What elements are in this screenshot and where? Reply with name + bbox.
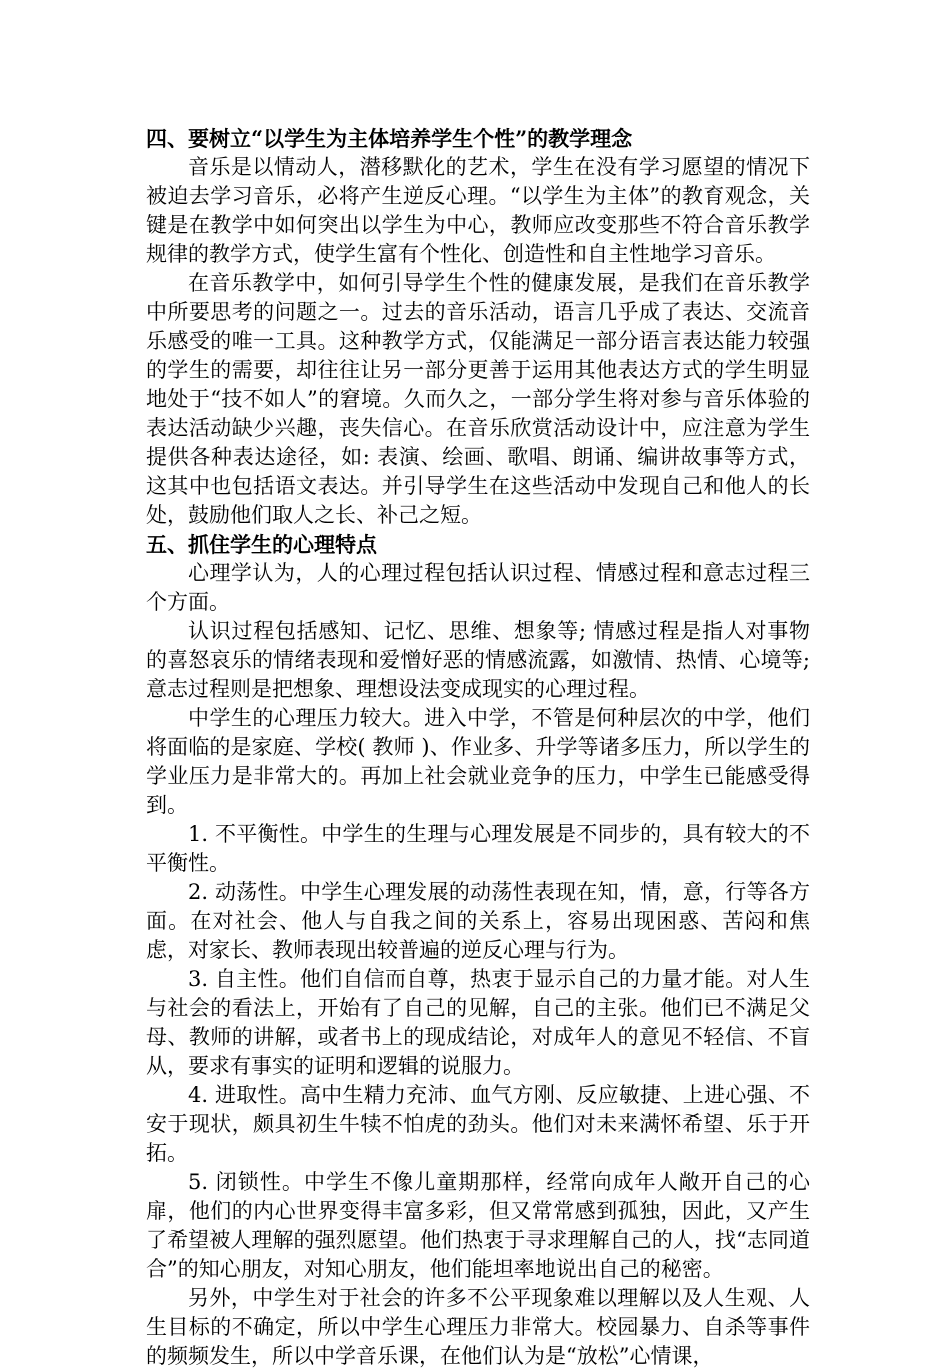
section-5-paragraph-closing: 另外，中学生对于社会的许多不公平现象难以理解以及人生观、人生目标的不确定，所以中学生心理压力非常大。校园暴力、自杀等事件的频频发生，所以中学音乐课，在他们认为是“放松”心情课， [146,1286,810,1368]
section-4-heading: 四、要树立“以学生为主体培养学生个性”的教学理念 [146,126,633,151]
section-5-paragraph-2: 认识过程包括感知、记忆、思维、想象等; 情感过程是指人对事物的喜怒哀乐的情绪表现和爱憎好恶的情感流露，如激情、热情、心境等; 意志过程则是把想象、理想设法变成现实的心理过程。 [146,619,810,701]
section-5-paragraph-1: 心理学认为，人的心理过程包括认识过程、情感过程和意志过程三个方面。 [146,561,810,614]
section-4-paragraph-2: 在音乐教学中，如何引导学生个性的健康发展，是我们在音乐教学中所要思考的问题之一。过去的音乐活动，语言几乎成了表达、交流音乐感受的唯一工具。这种教学方式，仅能满足一部分语言表达能力较强的学生的需要，却往往让另一部分更善于运用其他表达方式的学生明显地处于“技不如人”的窘境。久而久之，一部分学生将对参与音乐体验的表达活动缺少兴趣，丧失信心。在音乐欣赏活动设计中，应注意为学生提供各种表达途径，如: 表演、绘画、歌唱、朗诵、编讲故事等方式，这其中也包括语文表达。并引导学生在这些活动中发现自己和他人的长处，鼓励他们取人之长、补己之短。 [146,271,810,527]
list-item-3: 3. 自主性。他们自信而自尊，热衷于显示自己的力量才能。对人生与社会的看法上，开始有了自己的见解，自己的主张。他们已不满足父母、教师的讲解，或者书上的现成结论，对成年人的意见不轻信、不盲从，要求有事实的证明和逻辑的说服力。 [146,967,810,1078]
list-item-4: 4. 进取性。高中生精力充沛、血气方刚、反应敏捷、上进心强、不安于现状，颇具初生牛犊不怕虎的劲头。他们对未来满怀希望、乐于开拓。 [146,1083,810,1165]
section-5-paragraph-3: 中学生的心理压力较大。进入中学，不管是何种层次的中学，他们将面临的是家庭、学校( 教师 )、作业多、升学等诸多压力，所以学生的学业压力是非常大的。再加上社会就业竞争的压力，中学生已能感受得到。 [146,706,810,817]
section-4-paragraph-1: 音乐是以情动人，潜移默化的艺术，学生在没有学习愿望的情况下被迫去学习音乐，必将产生逆反心理。“以学生为主体”的教育观念，关键是在教学中如何突出以学生为中心，教师应改变那些不符合音乐教学规律的教学方式，使学生富有个性化、创造性和自主性地学习音乐。 [146,155,810,266]
list-item-5: 5. 闭锁性。中学生不像儿童期那样，经常向成年人敞开自己的心扉，他们的内心世界变得丰富多彩，但又常常感到孤独，因此，又产生了希望被人理解的强烈愿望。他们热衷于寻求理解自己的人，找“志同道合”的知心朋友，对知心朋友，他们能坦率地说出自己的秘密。 [146,1170,810,1281]
list-item-1: 1. 不平衡性。中学生的生理与心理发展是不同步的，具有较大的不平衡性。 [146,822,810,875]
list-item-2: 2. 动荡性。中学生心理发展的动荡性表现在知，情，意，行等各方面。在对社会、他人与自我之间的关系上，容易出现困惑、苦闷和焦虑，对家长、教师表现出较普遍的逆反心理与行为。 [146,880,810,962]
document-body [146,124,810,1371]
section-5-heading: 五、抓住学生的心理特点 [146,532,377,557]
